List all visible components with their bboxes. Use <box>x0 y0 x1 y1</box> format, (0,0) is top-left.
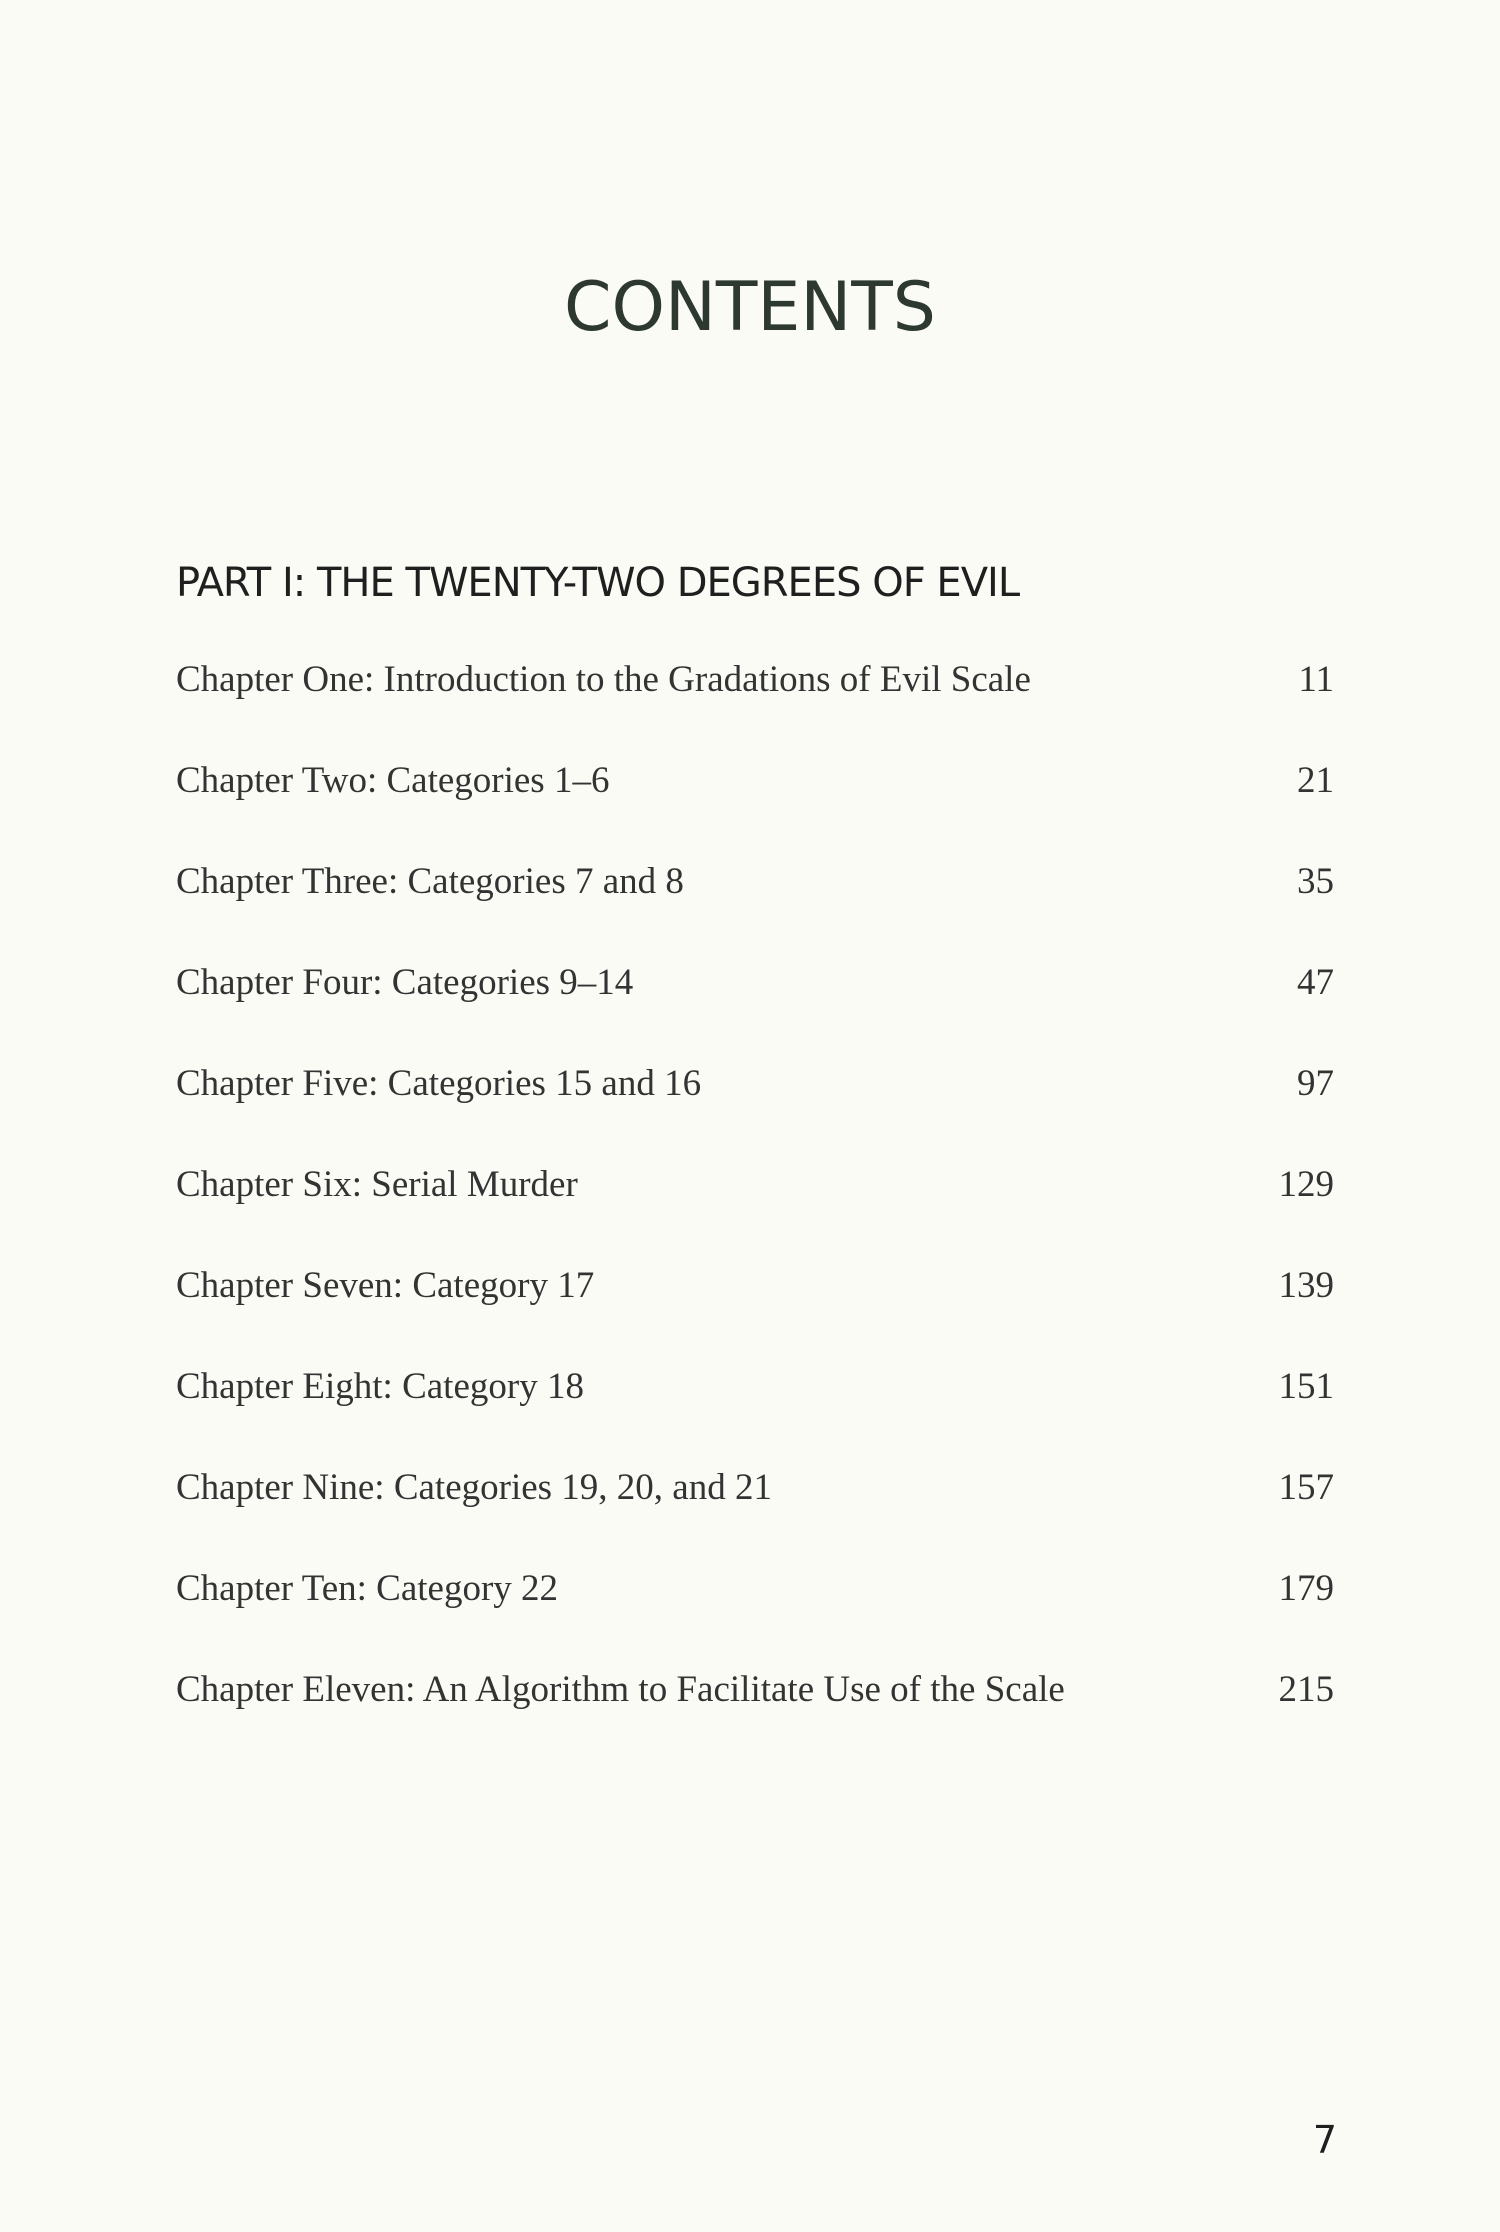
chapter-page-number: 35 <box>1297 861 1334 902</box>
toc-entry[interactable] <box>176 759 1334 860</box>
chapter-page-number: 157 <box>1278 1467 1334 1508</box>
part-heading: PART I: THE TWENTY-TWO DEGREES OF EVIL <box>176 560 1020 606</box>
chapter-title: Chapter Three: Categories 7 and 8 <box>176 861 684 902</box>
chapter-title: Chapter Eight: Category 18 <box>176 1366 584 1407</box>
toc-entry[interactable] <box>176 1466 1334 1567</box>
chapter-title: Chapter Six: Serial Murder <box>176 1164 578 1205</box>
page-number: 7 <box>1312 2118 1337 2162</box>
chapter-page-number: 151 <box>1278 1366 1334 1407</box>
toc-entry[interactable] <box>176 658 1334 759</box>
chapter-page-number: 179 <box>1278 1568 1334 1609</box>
table-of-contents <box>176 658 1334 1769</box>
chapter-title: Chapter Seven: Category 17 <box>176 1265 595 1306</box>
chapter-title: Chapter Nine: Categories 19, 20, and 21 <box>176 1467 772 1508</box>
chapter-page-number: 47 <box>1297 962 1334 1003</box>
chapter-title: Chapter Five: Categories 15 and 16 <box>176 1063 702 1104</box>
toc-entry[interactable] <box>176 961 1334 1062</box>
toc-entry[interactable] <box>176 860 1334 961</box>
chapter-page-number: 97 <box>1297 1063 1334 1104</box>
chapter-title: Chapter One: Introduction to the Gradations of Evil Scale <box>176 659 1031 700</box>
toc-entry[interactable] <box>176 1062 1334 1163</box>
toc-entry[interactable] <box>176 1365 1334 1466</box>
chapter-page-number: 215 <box>1278 1669 1334 1710</box>
page-title: CONTENTS <box>564 268 936 347</box>
chapter-page-number: 11 <box>1298 659 1334 700</box>
chapter-page-number: 139 <box>1278 1265 1334 1306</box>
toc-entry[interactable] <box>176 1163 1334 1264</box>
chapter-title: Chapter Eleven: An Algorithm to Facilitate Use of the Scale <box>176 1669 1065 1710</box>
chapter-title: Chapter Two: Categories 1–6 <box>176 760 610 801</box>
toc-entry[interactable] <box>176 1567 1334 1668</box>
toc-entry[interactable] <box>176 1668 1334 1769</box>
chapter-title: Chapter Ten: Category 22 <box>176 1568 559 1609</box>
chapter-page-number: 21 <box>1297 760 1334 801</box>
chapter-page-number: 129 <box>1278 1164 1334 1205</box>
toc-entry[interactable] <box>176 1264 1334 1365</box>
chapter-title: Chapter Four: Categories 9–14 <box>176 962 634 1003</box>
